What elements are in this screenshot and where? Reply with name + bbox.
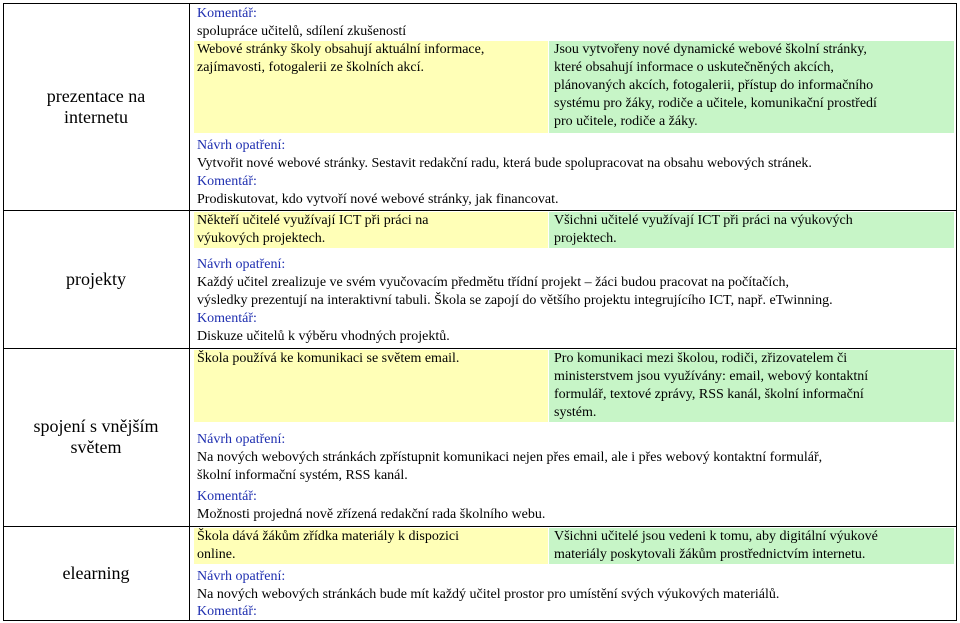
outside-target-line: systém.	[554, 405, 597, 420]
row-divider	[3, 526, 957, 527]
category-elearning-label: elearning	[62, 562, 130, 583]
projects-current-state	[194, 212, 548, 248]
category-web-label: prezentace na internetu	[46, 86, 146, 127]
web-target-state	[549, 41, 954, 133]
projects-target-line: projektech.	[554, 231, 617, 246]
projects-target-line: Všichni učitelé využívají ICT při práci na výukových	[554, 213, 853, 228]
web-comment: Prodiskutovat, kdo vytvoří nové webové stránky, jak financovat.	[197, 192, 559, 207]
outside-current-line: Škola používá ke komunikaci se světem email.	[197, 351, 460, 366]
outside-measure-line: školní informační systém, RSS kanál.	[197, 468, 408, 483]
category-web	[3, 4, 190, 210]
comment-label: Komentář:	[197, 174, 257, 189]
row-divider	[3, 348, 957, 349]
elearning-target-line: Všichni učitelé jsou vedeni k tomu, aby digitální výukové	[554, 529, 878, 544]
outside-target-line: Pro komunikaci mezi školou, rodiči, zřizovatelem či	[554, 351, 848, 366]
projects-measure-line: Každý učitel zrealizuje ve svém vyučovacím předmětu třídní projekt – žáci budou pracovat na počítačích,	[197, 275, 790, 290]
comment-label: Komentář:	[197, 311, 257, 326]
comment-label: Komentář:	[197, 6, 257, 21]
measure-label: Návrh opatření:	[197, 432, 286, 447]
projects-current-line: výukových projektech.	[197, 231, 326, 246]
web-comment-top: spolupráce učitelů, sdílení zkušeností	[197, 24, 407, 39]
web-target-line: které obsahují informace o uskutečněných akcích,	[554, 60, 834, 75]
elearning-current-state	[194, 528, 548, 564]
document-table	[3, 3, 957, 621]
outside-comment: Možnosti projedná nově zřízená redakční rada školního webu.	[197, 507, 546, 522]
web-current-line: zajímavosti, fotogalerii ze školních akcí.	[197, 60, 425, 75]
projects-current-line: Někteří učitelé využívají ICT při práci na	[197, 213, 429, 228]
category-outside	[3, 348, 190, 526]
measure-label: Návrh opatření:	[197, 569, 286, 584]
measure-label: Návrh opatření:	[197, 257, 286, 272]
web-current-state	[194, 41, 548, 133]
category-outside-label: spojení s vnějším světem	[33, 416, 159, 457]
projects-measure-line: výsledky prezentují na interaktivní tabuli. Škola se zapojí do většího projektu integrujícího ICT, např. eTwinning.	[197, 293, 833, 308]
outside-target-line: ministerstvem jsou využívány: email, webový kontaktní	[554, 369, 869, 384]
category-projects	[3, 210, 190, 348]
projects-target-state	[549, 212, 954, 248]
outside-target-state	[549, 350, 954, 422]
row-divider	[3, 210, 957, 211]
web-target-line: plánovaných akcích, fotogalerii, přístup do informačního	[554, 78, 874, 93]
comment-label: Komentář:	[197, 604, 257, 619]
web-target-line: Jsou vytvořeny nové dynamické webové školní stránky,	[554, 42, 867, 57]
web-target-line: systému pro žáky, rodiče a učitele, komunikační prostředí	[554, 96, 877, 111]
elearning-current-line: online.	[197, 547, 236, 562]
elearning-target-line: materiály poskytovali žákům prostřednictvím internetu.	[554, 547, 866, 562]
web-measure: Vytvořit nové webové stránky. Sestavit redakční radu, která bude spolupracovat na obsahu webových stránek.	[197, 156, 812, 171]
elearning-measure: Na nových webových stránkách bude mít každý učitel prostor pro umístění svých výukových materiálů.	[197, 587, 780, 602]
web-target-line: pro učitele, rodiče a žáky.	[554, 114, 698, 129]
category-elearning	[3, 526, 190, 620]
web-current-line: Webové stránky školy obsahují aktuální informace,	[197, 42, 485, 57]
outside-current-state	[194, 350, 548, 422]
elearning-current-line: Škola dává žákům zřídka materiály k dispozici	[197, 529, 460, 544]
elearning-target-state	[549, 528, 954, 564]
comment-label: Komentář:	[197, 489, 257, 504]
outside-measure-line: Na nových webových stránkách zpřístupnit komunikaci nejen přes email, ale i přes webový kontaktní formulář,	[197, 450, 823, 465]
outside-target-line: formulář, textové zprávy, RSS kanál, školní informační	[554, 387, 864, 402]
category-projects-label: projekty	[66, 268, 126, 289]
projects-comment: Diskuze učitelů k výběru vhodných projektů.	[197, 329, 450, 344]
measure-label: Návrh opatření:	[197, 138, 286, 153]
